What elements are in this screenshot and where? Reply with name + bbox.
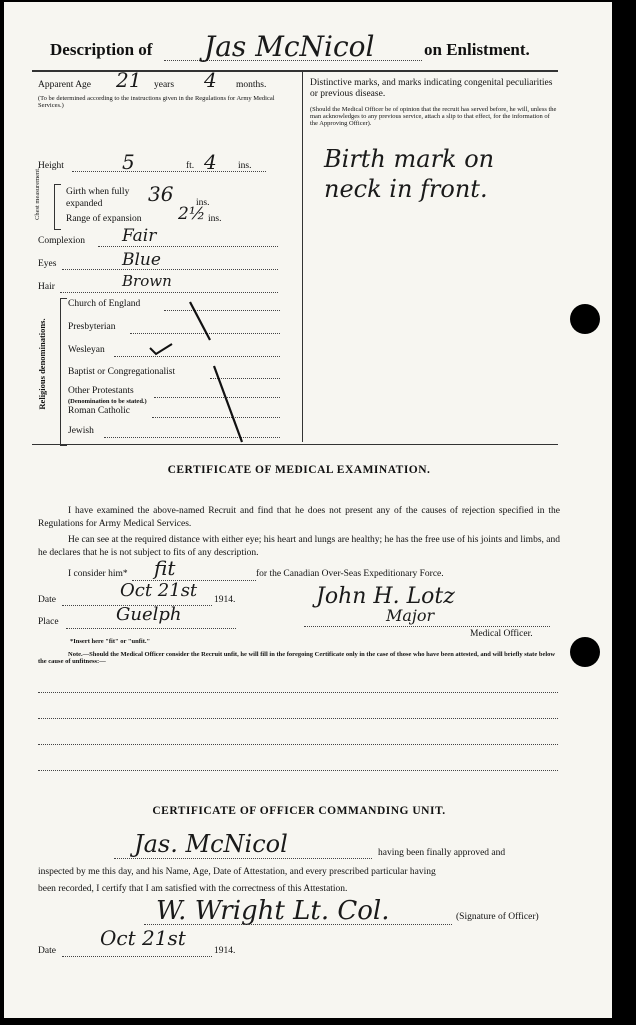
title-left: Description of <box>50 40 153 59</box>
girth-value: 36 <box>148 182 174 206</box>
religion-label: Religious denominations. <box>37 318 47 410</box>
range-value: 2½ <box>178 204 206 224</box>
punch-hole-bottom <box>570 637 600 667</box>
religion-wesleyan: Wesleyan <box>68 345 105 355</box>
medical-date-label: Date <box>38 595 56 605</box>
place-label: Place <box>38 617 59 627</box>
medical-officer-signature: John H. Lotz <box>316 584 455 609</box>
officer-line-1: having been finally approved and <box>378 848 506 858</box>
religion-note: (Denomination to be stated.) <box>68 398 147 405</box>
medical-para-1: I have examined the above-named Recruit and find that he does not present any of the causes of rejection specified in the Regulations for Army Medical Services. <box>38 506 560 529</box>
officer-certificate-title: CERTIFICATE OF OFFICER COMMANDING UNIT. <box>152 805 446 817</box>
hair-label: Hair <box>38 282 55 292</box>
force-label: for the Canadian Over-Seas Expeditionary Force. <box>256 569 444 579</box>
age-months: 4 <box>204 68 217 92</box>
medical-year: 1914. <box>214 595 236 605</box>
marks-note: (Should the Medical Officer be of opinion that the recruit has served before, he will, unless the man acknowledges to any previous service, attach a slip to that effect, for the information of the Approving Officer). <box>310 106 557 127</box>
girth-unit: ins. <box>196 198 210 208</box>
medical-officer-rank: Major <box>386 606 435 625</box>
officer-date-label: Date <box>38 946 56 956</box>
commanding-officer-signature: W. Wright Lt. Col. <box>156 896 390 926</box>
medical-officer-label: Medical Officer. <box>470 629 533 639</box>
range-label: Range of expansion <box>66 214 142 224</box>
medical-date-value: Oct 21st <box>120 580 198 601</box>
chest-label: Chest measurement. <box>34 167 41 220</box>
officer-year: 1914. <box>214 946 236 956</box>
religion-other-protestants: Other Protestants <box>68 386 134 396</box>
distinctive-marks-value: Birth mark on neck in front. <box>324 145 495 203</box>
hair-value: Brown <box>122 272 172 290</box>
age-label: Apparent Age <box>38 80 92 90</box>
girth-label: Girth when fully expanded <box>66 187 130 209</box>
complexion-label: Complexion <box>38 236 85 246</box>
punch-hole-top <box>570 304 600 334</box>
religion-strike-marks <box>4 2 612 462</box>
height-in: 4 <box>204 150 217 174</box>
medical-certificate-title: CERTIFICATE OF MEDICAL EXAMINATION. <box>167 464 431 476</box>
religion-baptist: Baptist or Congregationalist <box>68 367 176 377</box>
officer-line-3: been recorded, I certify that I am satisfied with the correctness of this Attestation. <box>38 884 348 894</box>
months-label: months. <box>236 80 267 90</box>
height-ft: 5 <box>122 150 135 174</box>
eyes-value: Blue <box>122 250 161 270</box>
fit-footnote: *Insert here "fit" or "unfit." <box>70 638 151 645</box>
ft-label: ft. <box>186 161 195 171</box>
consider-label: I consider him* <box>68 569 128 579</box>
officer-line-2: inspected by me this day, and his Name, Age, Date of Attestation, and every prescribed particular having <box>38 867 436 877</box>
religion-presbyterian: Presbyterian <box>68 322 116 332</box>
unfit-note: Note.—Should the Medical Officer consider the Recruit unfit, he will fill in the foregoing Certificate only in the case of those who have been attested, and will briefly state below the cause of unfitness:— <box>38 651 556 665</box>
complexion-value: Fair <box>122 226 157 246</box>
height-label: Height <box>38 161 64 171</box>
place-value: Guelph <box>116 604 182 625</box>
age-years: 21 <box>116 68 142 92</box>
signature-of-officer-label: (Signature of Officer) <box>456 912 539 922</box>
age-note: (To be determined according to the instructions given in the Regulations for Army Medical Services.) <box>38 95 275 109</box>
religion-roman-catholic: Roman Catholic <box>68 406 131 416</box>
officer-recruit-name: Jas. McNicol <box>134 830 288 858</box>
medical-para-2: He can see at the required distance with either eye; his heart and lungs are healthy; he has the free use of his joints and limbs, and he declares that he is not subject to fits of any description. <box>38 535 560 558</box>
years-label: years <box>154 80 175 90</box>
religion-jewish: Jewish <box>68 426 94 436</box>
officer-date-value: Oct 21st <box>100 926 186 950</box>
range-unit: ins. <box>208 214 222 224</box>
eyes-label: Eyes <box>38 259 57 269</box>
fit-value: fit <box>154 556 176 580</box>
enlistment-form <box>4 2 612 1018</box>
recruit-name: Jas McNicol <box>204 30 375 63</box>
marks-heading: Distinctive marks, and marks indicating congenital peculiarities or previous disease. <box>310 78 553 99</box>
ins-label: ins. <box>238 161 252 171</box>
religion-church-of-england: Church of England <box>68 299 141 309</box>
title-right: on Enlistment. <box>424 40 530 59</box>
